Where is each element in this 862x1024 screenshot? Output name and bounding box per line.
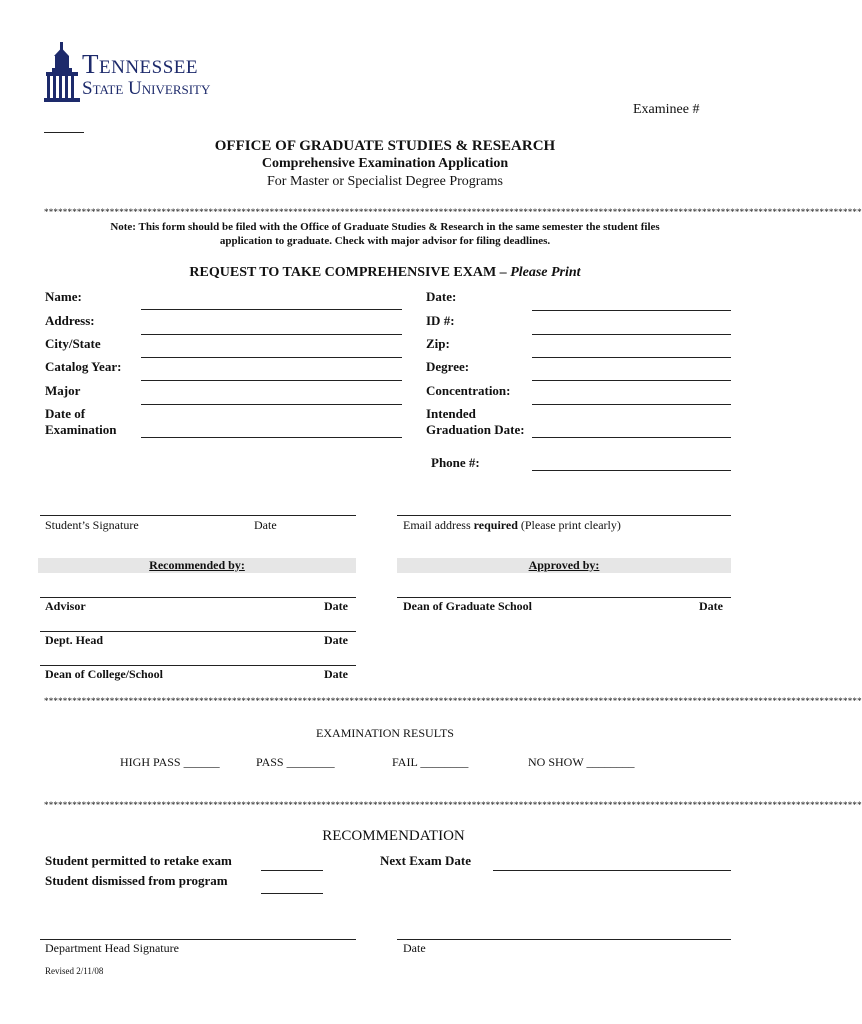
email-label [403,518,621,533]
email-label-post: (Please print clearly) [517,518,621,532]
phone-label: Phone #: [431,455,480,470]
note-line1: Note: This form should be filed with the Office of Graduate Studies & Research in the same semester the student files [110,221,660,233]
request-title-italic: Please Print [510,265,581,280]
request-title-text: REQUEST TO TAKE COMPREHENSIVE EXAM – [189,265,511,280]
degree-field[interactable] [532,380,731,381]
advisor-date-label: Date [324,599,348,613]
logo-line1: Tennessee [82,49,198,79]
dept-head-final-signature-line[interactable] [40,939,356,940]
approved-by-label: Approved by: [528,558,600,572]
fail-option[interactable]: FAIL ________ [392,755,469,769]
high-pass-option[interactable]: HIGH PASS ______ [120,755,220,769]
separator-stars-3: ****************************************************************************************************************************************************************************** [44,800,862,810]
form-title: Comprehensive Examination Application [261,156,509,171]
email-label-required: required [473,518,518,532]
email-label-pre: Email address [403,518,474,532]
recommendation-title: RECOMMENDATION [322,828,465,844]
final-date-label: Date [403,941,426,955]
intended-label: Intended [426,406,476,421]
university-logo [44,42,244,104]
id-field[interactable] [532,334,731,335]
zip-field[interactable] [532,357,731,358]
city-state-label: City/State [45,336,101,351]
date-field[interactable] [532,310,731,311]
name-field[interactable] [141,309,402,310]
student-signature-label: Student’s Signature [45,518,139,532]
student-date-label: Date [254,518,277,532]
separator-stars: ****************************************************************************************************************************************************************************** [44,207,862,217]
retake-field[interactable] [261,870,323,871]
phone-field[interactable] [532,470,731,471]
dean-grad-date-label: Date [699,599,723,613]
email-line[interactable] [397,515,731,516]
city-state-field[interactable] [141,357,402,358]
major-label: Major [45,383,81,398]
dept-head-label: Dept. Head [45,633,103,647]
pass-option[interactable]: PASS ________ [256,755,335,769]
zip-label: Zip: [426,336,450,351]
name-label: Name: [45,289,82,304]
final-date-line[interactable] [397,939,731,940]
graduation-date-label: Graduation Date: [426,422,525,437]
dean-college-signature-line[interactable] [40,665,356,666]
graduation-date-field[interactable] [532,437,731,438]
address-label: Address: [45,313,95,328]
student-signature-line[interactable] [40,515,356,516]
advisor-label: Advisor [45,599,86,613]
retake-label: Student permitted to retake exam [45,853,232,868]
dept-head-date-label: Date [324,633,348,647]
results-title: EXAMINATION RESULTS [316,726,454,740]
date-label: Date: [426,289,457,304]
catalog-year-field[interactable] [141,380,402,381]
dept-head-signature-line[interactable] [40,631,356,632]
logo-line2: State University [82,78,211,99]
address-field[interactable] [141,334,402,335]
major-field[interactable] [141,404,402,405]
dismissed-field[interactable] [261,893,323,894]
next-exam-date-label: Next Exam Date [380,853,471,868]
catalog-year-label: Catalog Year: [45,359,122,374]
examination-label: Examination [45,422,117,437]
dean-college-date-label: Date [324,667,348,681]
degree-label: Degree: [426,359,470,374]
form-subtitle: For Master or Specialist Degree Programs [267,174,503,189]
separator-stars-2: ****************************************************************************************************************************************************************************** [44,696,862,706]
office-title: OFFICE OF GRADUATE STUDIES & RESEARCH [214,138,556,154]
dean-grad-label: Dean of Graduate School [403,599,532,613]
concentration-label: Concentration: [426,383,511,398]
exam-date-field[interactable] [141,437,402,438]
date-of-label: Date of [45,406,86,421]
university-building-icon [44,42,80,102]
advisor-signature-line[interactable] [40,597,356,598]
recommended-by-label: Recommended by: [149,558,245,572]
dismissed-label: Student dismissed from program [45,873,228,888]
dean-college-label: Dean of College/School [45,667,163,681]
examinee-line[interactable] [44,132,84,133]
no-show-option[interactable]: NO SHOW ________ [528,755,635,769]
dept-head-final-signature-label: Department Head Signature [45,941,179,955]
id-label: ID #: [426,313,455,328]
examinee-label: Examinee # [633,102,700,117]
request-title [0,265,770,281]
revised-date: Revised 2/11/08 [45,966,104,976]
next-exam-date-field[interactable] [493,870,731,871]
dean-grad-signature-line[interactable] [397,597,731,598]
note-line2: application to graduate. Check with major advisor for filing deadlines. [219,235,551,247]
concentration-field[interactable] [532,404,731,405]
